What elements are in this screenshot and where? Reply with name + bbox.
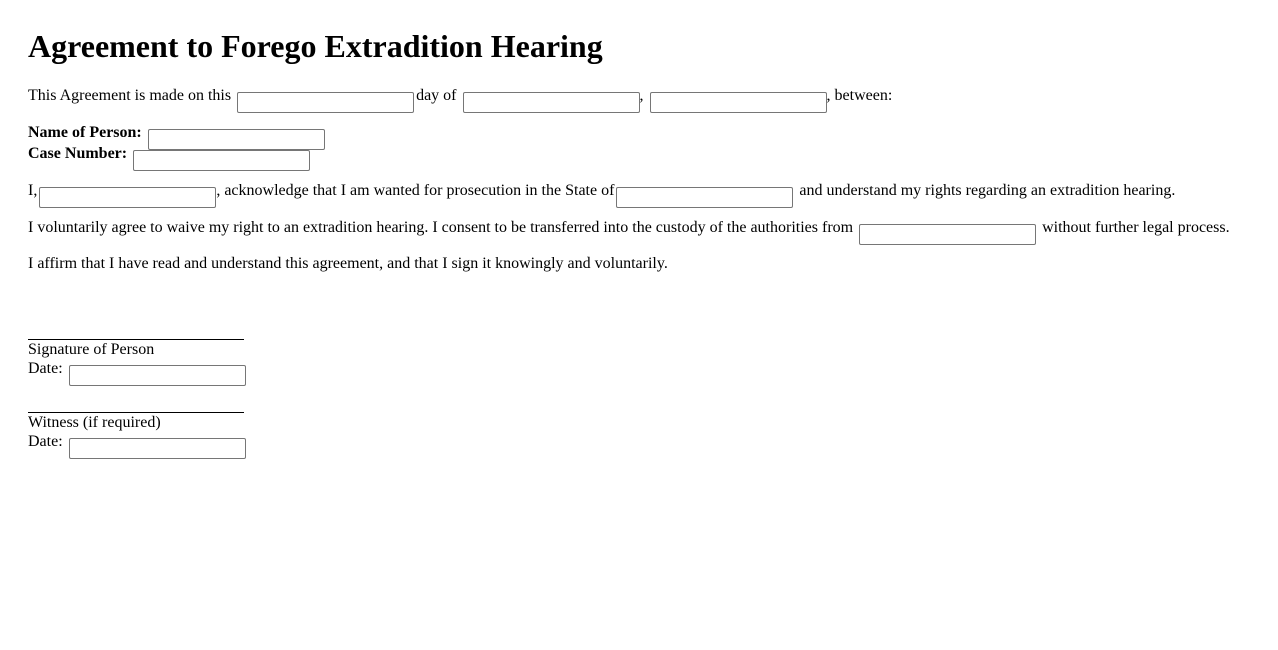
person-signature-rule xyxy=(28,339,244,340)
year-field[interactable] xyxy=(650,92,827,113)
state-field[interactable] xyxy=(616,187,793,208)
month-field[interactable] xyxy=(463,92,640,113)
day-field[interactable] xyxy=(237,92,414,113)
acknowledge-prefix: I, xyxy=(28,182,38,199)
case-number-label: Case Number: xyxy=(28,145,128,162)
person-date-field[interactable] xyxy=(69,365,246,386)
witness-date-field[interactable] xyxy=(69,438,246,459)
person-signature-label: Signature of Person xyxy=(28,341,155,358)
between-text: , between: xyxy=(826,87,893,104)
comma-text: , xyxy=(639,87,644,104)
intro-text: This Agreement is made on this xyxy=(28,87,232,104)
affirmation-line: I affirm that I have read and understand this agreement, and that I sign it knowingly and voluntarily. xyxy=(28,255,668,272)
day-of-text: day of xyxy=(416,87,457,104)
waiver-line xyxy=(28,219,1230,245)
waiver-suffix: without further legal process. xyxy=(1042,219,1230,236)
person-date-label: Date: xyxy=(28,360,63,377)
person-name-label: Name of Person: xyxy=(28,124,142,141)
witness-date-label: Date: xyxy=(28,433,63,450)
intro-line xyxy=(28,87,892,113)
witness-date-line xyxy=(28,433,248,459)
acknowledge-suffix: and understand my rights regarding an extradition hearing. xyxy=(799,182,1176,199)
case-number-field[interactable] xyxy=(133,150,310,171)
acknowledge-line xyxy=(28,182,1175,208)
acknowledge-name-field[interactable] xyxy=(39,187,216,208)
witness-signature-rule xyxy=(28,412,244,413)
authority-from-field[interactable] xyxy=(859,224,1036,245)
acknowledge-text: , acknowledge that I am wanted for prosecution in the State of xyxy=(216,182,615,199)
witness-signature-label: Witness (if required) xyxy=(28,414,161,431)
page-title: Agreement to Forego Extradition Hearing xyxy=(28,28,603,64)
waiver-text: I voluntarily agree to waive my right to an extradition hearing. I consent to be transferred into the custody of the authorities from xyxy=(28,219,854,236)
person-date-line xyxy=(28,360,248,386)
case-number-line xyxy=(28,145,312,171)
